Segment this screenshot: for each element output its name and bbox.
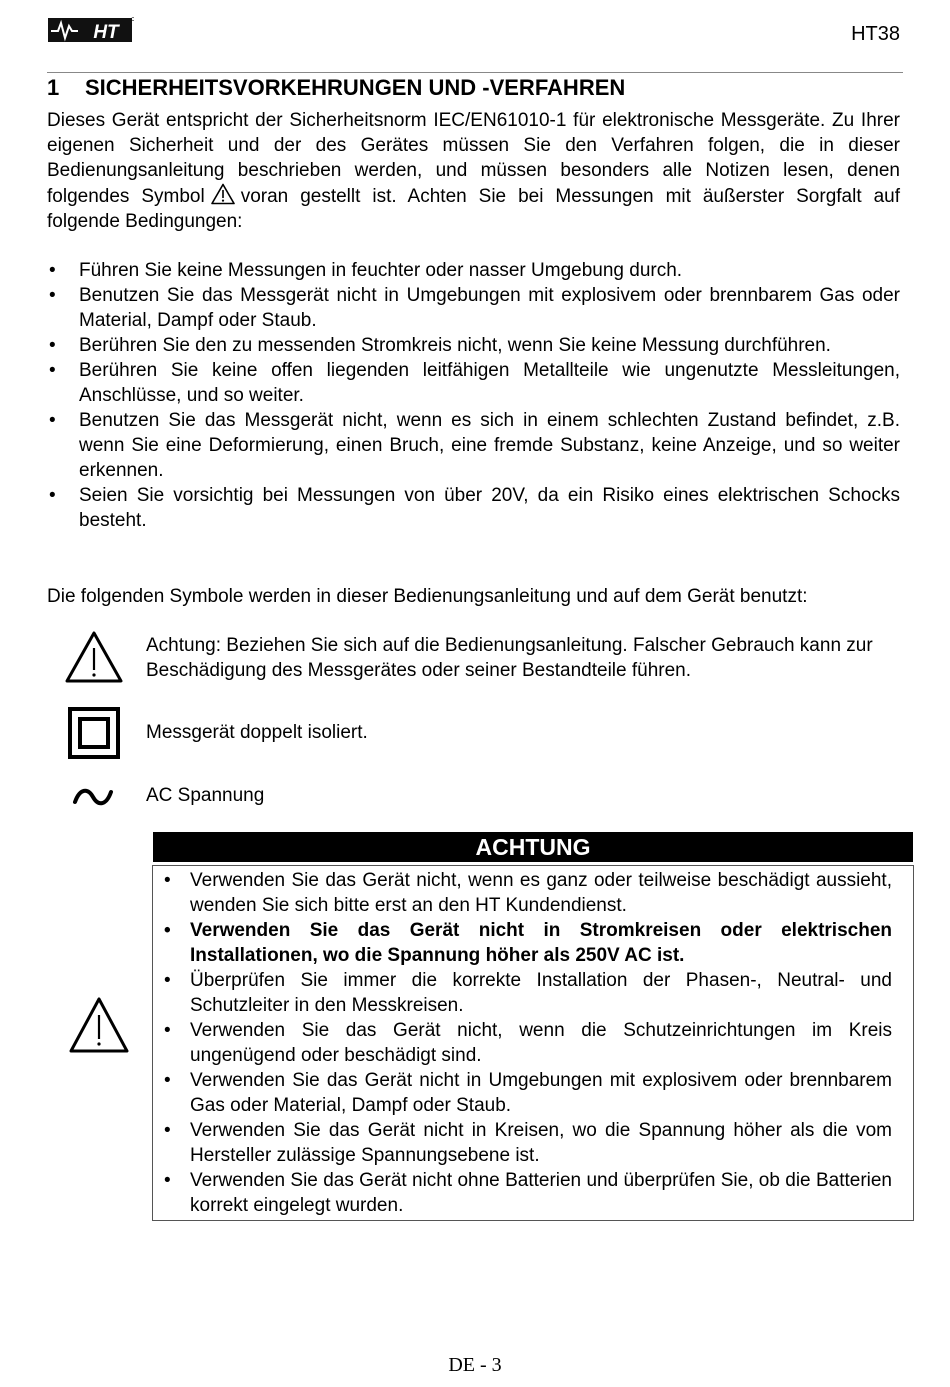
warning-triangle-icon bbox=[68, 996, 130, 1054]
header-divider bbox=[47, 72, 903, 73]
inline-warning-icon bbox=[211, 183, 235, 205]
list-item: • Benutzen Sie das Messgerät nicht in Umgebungen mit explosivem oder brennbarem Gas oder Material, Dampf oder Staub. bbox=[47, 283, 900, 333]
symbols-intro: Die folgenden Symbole werden in dieser Bedienungsanleitung und auf dem Gerät benutzt: bbox=[47, 586, 808, 607]
section-title: SICHERHEITSVORKEHRUNGEN UND -VERFAHREN bbox=[85, 75, 626, 100]
intro-paragraph bbox=[47, 108, 900, 234]
symbol-warning-text: Achtung: Beziehen Sie sich auf die Bedienungsanleitung. Falscher Gebrauch kann zur Beschädigung des Messgerätes oder seiner Bestandteile führen. bbox=[146, 635, 873, 681]
logo-text: HT bbox=[93, 22, 119, 43]
ac-tilde-icon bbox=[72, 785, 114, 811]
list-item: • Verwenden Sie das Gerät nicht in Stromkreisen oder elektrischen Installationen, wo die Spannung höher als 250V AC ist. bbox=[162, 918, 892, 968]
list-item: • Berühren Sie den zu messenden Stromkreis nicht, wenn Sie keine Messung durchführen. bbox=[47, 333, 900, 358]
achtung-list bbox=[162, 868, 892, 1218]
intro-text-before: Dieses Gerät entspricht der Sicherheitsnorm IEC/EN61010-1 für elektronische Messgeräte. Zu Ihrer eigenen Sicherheit und der des Gerätes müssen Sie den Verfahren folgen, die in dieser Bedienungsanleitung beschrieben werden, und müssen besonders alle Notizen lesen, denen folgendes Symbol bbox=[47, 110, 900, 207]
model-name: HT38 bbox=[851, 23, 900, 45]
section-heading bbox=[47, 75, 625, 101]
symbol-ac-text: AC Spannung bbox=[146, 785, 265, 806]
list-item: • Verwenden Sie das Gerät nicht in Kreisen, wo die Spannung höher als die vom Hersteller zulässige Spannungsebene ist. bbox=[162, 1118, 892, 1168]
intro-text-after: voran gestellt ist. Achten Sie bei Messungen mit äußerster Sorgfalt auf folgende Bedingungen: bbox=[47, 186, 900, 232]
page-number: DE - 3 bbox=[448, 1354, 502, 1376]
warning-triangle-icon bbox=[64, 630, 124, 684]
list-item: • Berühren Sie keine offen liegenden leitfähigen Metallteile wie ungenutzte Messleitungen, Anschlüsse, und so weiter. bbox=[47, 358, 900, 408]
ht-logo bbox=[48, 16, 134, 44]
double-insulation-icon bbox=[68, 707, 120, 759]
achtung-header: ACHTUNG bbox=[153, 832, 913, 862]
list-item: • Benutzen Sie das Messgerät nicht, wenn es sich in einem schlechten Zustand befindet, z.B. wenn Sie eine Deformierung, einen Bruch, eine fremde Substanz, keine Anzeige, und so weiter erkennen. bbox=[47, 408, 900, 483]
list-item: • Verwenden Sie das Gerät nicht in Umgebungen mit explosivem oder brennbarem Gas oder Material, Dampf oder Staub. bbox=[162, 1068, 892, 1118]
list-item: • Seien Sie vorsichtig bei Messungen von über 20V, da ein Risiko eines elektrischen Schocks besteht. bbox=[47, 483, 900, 533]
conditions-list bbox=[47, 258, 900, 533]
list-item: • Verwenden Sie das Gerät nicht, wenn die Schutzeinrichtungen im Kreis ungenügend oder beschädigt sind. bbox=[162, 1018, 892, 1068]
list-item: • Verwenden Sie das Gerät nicht, wenn es ganz oder teilweise beschädigt aussieht, wenden Sie sich bitte erst an den HT Kundendienst. bbox=[162, 868, 892, 918]
list-item: • Führen Sie keine Messungen in feuchter oder nasser Umgebung durch. bbox=[47, 258, 900, 283]
list-item: • Überprüfen Sie immer die korrekte Installation der Phasen-, Neutral- und Schutzleiter in den Messkreisen. bbox=[162, 968, 892, 1018]
symbol-double-insulation-text: Messgerät doppelt isoliert. bbox=[146, 722, 368, 743]
section-number: 1 bbox=[47, 75, 60, 100]
list-item: • Verwenden Sie das Gerät nicht ohne Batterien und überprüfen Sie, ob die Batterien korrekt eingelegt wurden. bbox=[162, 1168, 892, 1218]
